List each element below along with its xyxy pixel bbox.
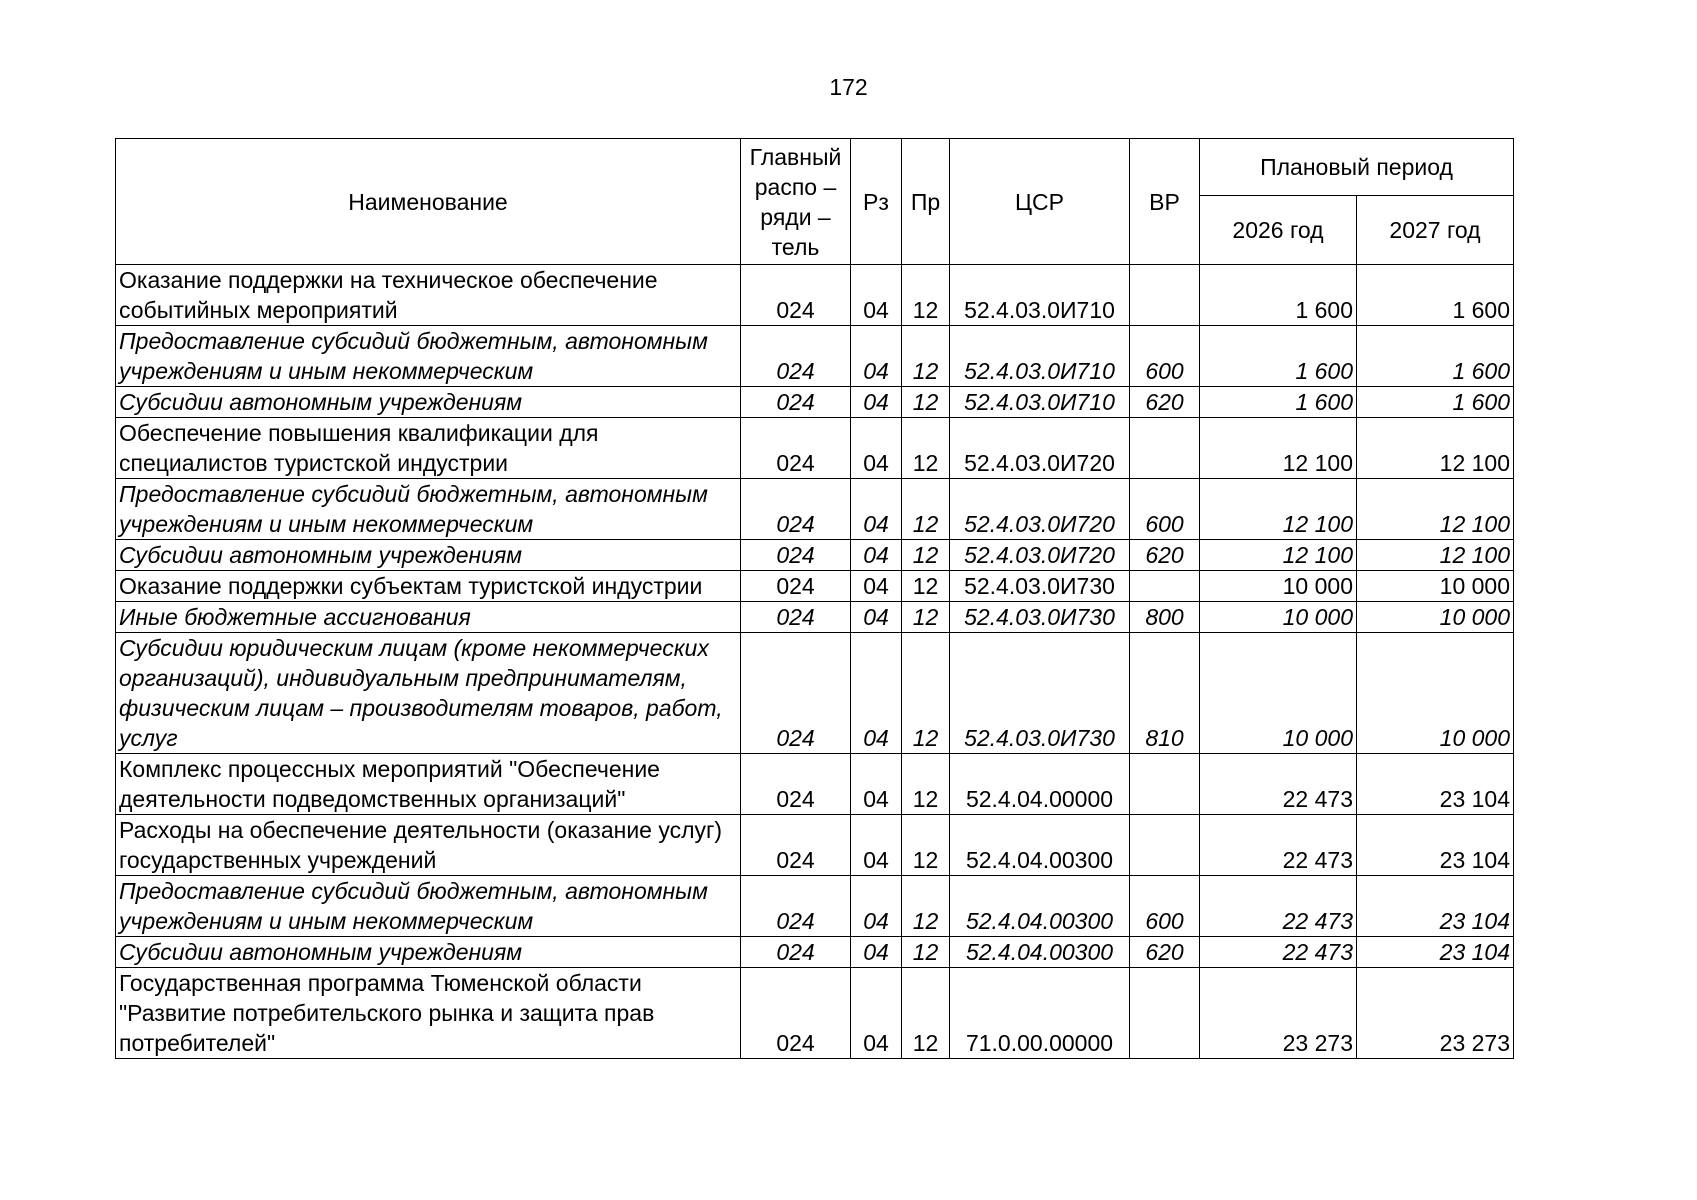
cell-y2026: 10 000	[1200, 571, 1357, 602]
cell-pr: 12	[902, 815, 950, 876]
cell-y2027: 10 000	[1357, 602, 1514, 633]
cell-name: Субсидии автономным учреждениям	[116, 387, 741, 418]
cell-csr: 52.4.03.0И720	[950, 418, 1130, 479]
cell-glav: 024	[741, 540, 851, 571]
cell-glav: 024	[741, 265, 851, 326]
cell-y2027: 10 000	[1357, 571, 1514, 602]
cell-glav: 024	[741, 418, 851, 479]
table-row	[116, 876, 1514, 937]
table-row	[116, 479, 1514, 540]
cell-y2026: 12 100	[1200, 540, 1357, 571]
header-2027: 2027 год	[1357, 196, 1514, 265]
table-row	[116, 602, 1514, 633]
cell-y2027: 1 600	[1357, 387, 1514, 418]
cell-vr	[1130, 968, 1200, 1059]
cell-y2027: 1 600	[1357, 326, 1514, 387]
cell-y2026: 22 473	[1200, 815, 1357, 876]
budget-table	[115, 138, 1514, 1059]
cell-y2027: 23 104	[1357, 815, 1514, 876]
header-glav: Главный распо – ряди – тель	[741, 139, 851, 265]
cell-pr: 12	[902, 633, 950, 754]
cell-vr	[1130, 754, 1200, 815]
cell-y2027: 23 104	[1357, 937, 1514, 968]
cell-y2026: 1 600	[1200, 387, 1357, 418]
cell-pr: 12	[902, 876, 950, 937]
cell-csr: 52.4.03.0И730	[950, 602, 1130, 633]
table-body	[116, 265, 1514, 1059]
cell-vr: 810	[1130, 633, 1200, 754]
cell-name: Расходы на обеспечение деятельности (оказание услуг) государственных учреждений	[116, 815, 741, 876]
cell-csr: 52.4.04.00000	[950, 754, 1130, 815]
cell-pr: 12	[902, 571, 950, 602]
table-row	[116, 571, 1514, 602]
cell-glav: 024	[741, 479, 851, 540]
cell-name: Предоставление субсидий бюджетным, автономным учреждениям и иным некоммерческим	[116, 876, 741, 937]
table-row	[116, 754, 1514, 815]
cell-name: Оказание поддержки на техническое обеспечение событийных мероприятий	[116, 265, 741, 326]
cell-pr: 12	[902, 418, 950, 479]
page-number: 172	[829, 74, 868, 100]
cell-y2027: 12 100	[1357, 540, 1514, 571]
cell-csr: 52.4.04.00300	[950, 937, 1130, 968]
cell-glav: 024	[741, 387, 851, 418]
cell-y2027: 23 104	[1357, 876, 1514, 937]
cell-pr: 12	[902, 968, 950, 1059]
cell-pr: 12	[902, 326, 950, 387]
table-row	[116, 418, 1514, 479]
cell-y2026: 22 473	[1200, 937, 1357, 968]
table-row	[116, 265, 1514, 326]
cell-name: Комплекс процессных мероприятий "Обеспечение деятельности подведомственных организаций"	[116, 754, 741, 815]
cell-csr: 71.0.00.00000	[950, 968, 1130, 1059]
cell-vr: 800	[1130, 602, 1200, 633]
table-row	[116, 937, 1514, 968]
cell-glav: 024	[741, 876, 851, 937]
cell-rz: 04	[851, 754, 902, 815]
cell-y2027: 1 600	[1357, 265, 1514, 326]
cell-rz: 04	[851, 968, 902, 1059]
table-header	[116, 139, 1514, 265]
cell-y2026: 22 473	[1200, 754, 1357, 815]
cell-y2026: 1 600	[1200, 326, 1357, 387]
cell-pr: 12	[902, 479, 950, 540]
cell-vr	[1130, 265, 1200, 326]
cell-rz: 04	[851, 571, 902, 602]
cell-rz: 04	[851, 326, 902, 387]
cell-vr	[1130, 815, 1200, 876]
header-2026: 2026 год	[1200, 196, 1357, 265]
table-row	[116, 326, 1514, 387]
cell-y2026: 10 000	[1200, 633, 1357, 754]
cell-name: Иные бюджетные ассигнования	[116, 602, 741, 633]
cell-name: Субсидии автономным учреждениям	[116, 937, 741, 968]
table-row	[116, 633, 1514, 754]
cell-y2026: 12 100	[1200, 479, 1357, 540]
cell-glav: 024	[741, 968, 851, 1059]
cell-glav: 024	[741, 633, 851, 754]
header-csr: ЦСР	[950, 139, 1130, 265]
cell-y2026: 22 473	[1200, 876, 1357, 937]
table-row	[116, 387, 1514, 418]
cell-csr: 52.4.03.0И710	[950, 326, 1130, 387]
cell-glav: 024	[741, 754, 851, 815]
cell-vr: 600	[1130, 326, 1200, 387]
cell-rz: 04	[851, 815, 902, 876]
header-rz: Рз	[851, 139, 902, 265]
cell-rz: 04	[851, 876, 902, 937]
cell-rz: 04	[851, 265, 902, 326]
cell-y2027: 23 273	[1357, 968, 1514, 1059]
cell-csr: 52.4.03.0И730	[950, 633, 1130, 754]
cell-name: Обеспечение повышения квалификации для специалистов туристской индустрии	[116, 418, 741, 479]
cell-vr: 620	[1130, 540, 1200, 571]
cell-glav: 024	[741, 326, 851, 387]
table-row	[116, 815, 1514, 876]
cell-glav: 024	[741, 602, 851, 633]
cell-name: Государственная программа Тюменской области "Развитие потребительского рынка и защита прав потребителей"	[116, 968, 741, 1059]
cell-name: Субсидии юридическим лицам (кроме некоммерческих организаций), индивидуальным предпринимателям, физическим лицам – производителям товаров, работ, услуг	[116, 633, 741, 754]
cell-pr: 12	[902, 265, 950, 326]
cell-pr: 12	[902, 754, 950, 815]
cell-y2026: 10 000	[1200, 602, 1357, 633]
cell-csr: 52.4.04.00300	[950, 815, 1130, 876]
cell-rz: 04	[851, 602, 902, 633]
cell-glav: 024	[741, 571, 851, 602]
cell-name: Субсидии автономным учреждениям	[116, 540, 741, 571]
cell-csr: 52.4.03.0И730	[950, 571, 1130, 602]
cell-y2027: 10 000	[1357, 633, 1514, 754]
header-pr: Пр	[902, 139, 950, 265]
cell-y2026: 1 600	[1200, 265, 1357, 326]
cell-rz: 04	[851, 540, 902, 571]
cell-rz: 04	[851, 633, 902, 754]
cell-rz: 04	[851, 387, 902, 418]
cell-rz: 04	[851, 937, 902, 968]
cell-y2027: 12 100	[1357, 479, 1514, 540]
cell-pr: 12	[902, 602, 950, 633]
cell-vr: 600	[1130, 479, 1200, 540]
cell-csr: 52.4.03.0И710	[950, 387, 1130, 418]
cell-glav: 024	[741, 815, 851, 876]
cell-csr: 52.4.04.00300	[950, 876, 1130, 937]
cell-y2026: 23 273	[1200, 968, 1357, 1059]
cell-pr: 12	[902, 540, 950, 571]
cell-rz: 04	[851, 479, 902, 540]
cell-rz: 04	[851, 418, 902, 479]
cell-csr: 52.4.03.0И720	[950, 479, 1130, 540]
cell-vr	[1130, 418, 1200, 479]
cell-name: Предоставление субсидий бюджетным, автономным учреждениям и иным некоммерческим	[116, 326, 741, 387]
header-vr: ВР	[1130, 139, 1200, 265]
cell-y2027: 12 100	[1357, 418, 1514, 479]
cell-pr: 12	[902, 937, 950, 968]
cell-vr: 620	[1130, 387, 1200, 418]
table-row	[116, 540, 1514, 571]
cell-csr: 52.4.03.0И720	[950, 540, 1130, 571]
cell-vr	[1130, 571, 1200, 602]
cell-y2026: 12 100	[1200, 418, 1357, 479]
table-row	[116, 968, 1514, 1059]
cell-name: Оказание поддержки субъектам туристской индустрии	[116, 571, 741, 602]
cell-pr: 12	[902, 387, 950, 418]
cell-vr: 620	[1130, 937, 1200, 968]
cell-glav: 024	[741, 937, 851, 968]
cell-vr: 600	[1130, 876, 1200, 937]
cell-y2027: 23 104	[1357, 754, 1514, 815]
cell-name: Предоставление субсидий бюджетным, автономным учреждениям и иным некоммерческим	[116, 479, 741, 540]
header-name: Наименование	[116, 139, 741, 265]
cell-csr: 52.4.03.0И710	[950, 265, 1130, 326]
header-period: Плановый период	[1200, 139, 1514, 196]
